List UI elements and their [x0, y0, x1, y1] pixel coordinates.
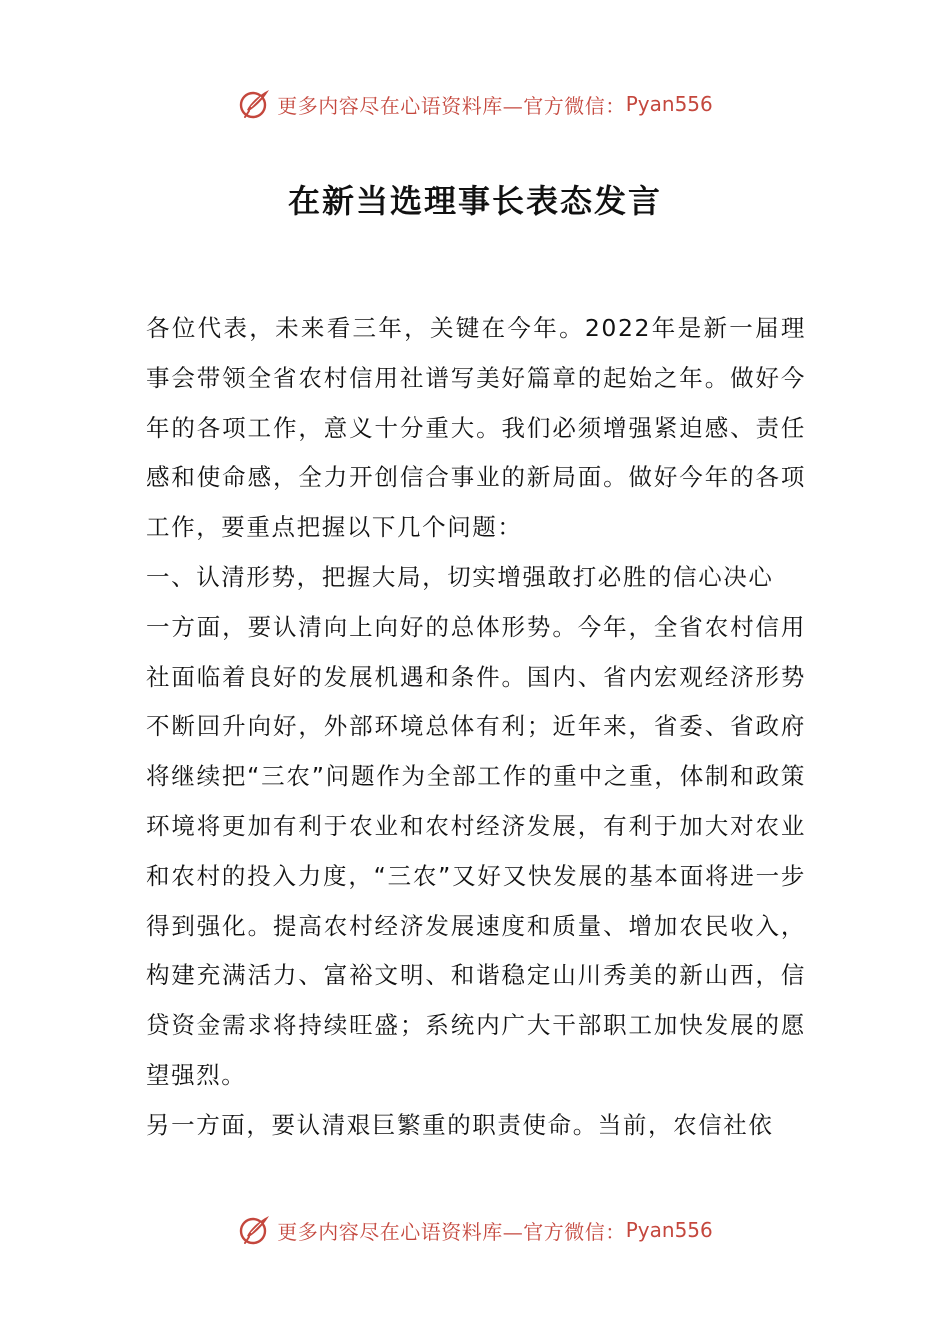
paragraph: 各位代表，未来看三年，关键在今年。2022年是新一届理事会带领全省农村信用社谱写美好篇章的起始之年。做好今年的各项工作，意义十分重大。我们必须增强紧迫感、责任感和使命感，全力开创信合事业的新局面。做好今年的各项工作，要重点把握以下几个问题： [146, 314, 806, 542]
watermark-wechat-id: Pyan556 [625, 1218, 713, 1242]
watermark-text: 更多内容尽在心语资料库—官方微信： [277, 1219, 626, 1244]
watermark-wechat-id: Pyan556 [625, 92, 713, 116]
document-title: 在新当选理事长表态发言 [287, 182, 662, 220]
paragraph: 另一方面，要认清艰巨繁重的职责使命。当前，农信社依 [146, 1110, 774, 1139]
quill-logo-icon [237, 86, 273, 122]
section-heading: 一、认清形势，把握大局，切实增强敢打必胜的信心决心 [146, 562, 774, 591]
quill-logo-icon [237, 1212, 273, 1248]
paragraph: 一方面，要认清向上向好的总体形势。今年，全省农村信用社面临着良好的发展机遇和条件。国内、省内宏观经济形势不断回升向好，外部环境总体有利；近年来，省委、省政府将继续把“三农”问题作为全部工作的重中之重，体制和政策环境将更加有利于农业和农村经济发展，有利于加大对农业和农村的投入力度，“三农”又好又快发展的基本面将进一步得到强化。提高农村经济发展速度和质量、增加农民收入，构建充满活力、富裕文明、和谐稳定山川秀美的新山西，信贷资金需求将持续旺盛；系统内广大干部职工加快发展的愿望强烈。 [146, 612, 806, 1089]
document-body [146, 304, 806, 1151]
watermark-banner-top [0, 84, 950, 124]
watermark-banner-bottom [0, 1210, 950, 1250]
watermark-text: 更多内容尽在心语资料库—官方微信： [277, 93, 626, 118]
